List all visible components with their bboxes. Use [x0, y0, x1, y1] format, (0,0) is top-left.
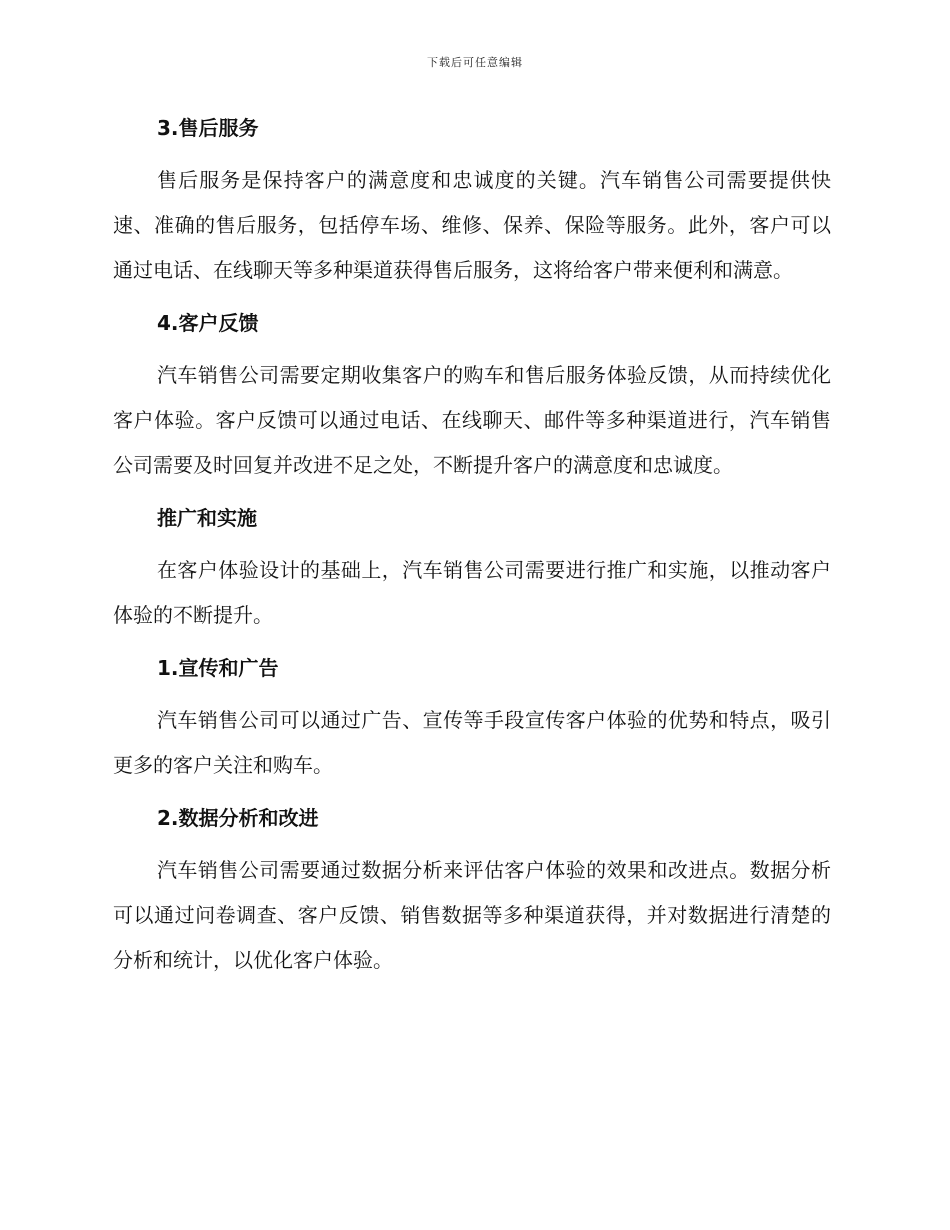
section-paragraph-data-analysis: 汽车销售公司需要通过数据分析来评估客户体验的效果和改进点。数据分析可以通过问卷调查、客户反馈、销售数据等多种渠道获得，并对数据进行清楚的分析和统计，以优化客户体验。 — [113, 858, 831, 972]
page-header: 下载后可任意编辑 — [427, 56, 523, 69]
section-paragraph-customer-feedback: 汽车销售公司需要定期收集客户的购车和售后服务体验反馈，从而持续优化客户体验。客户反馈可以通过电话、在线聊天、邮件等多种渠道进行，汽车销售公司需要及时回复并改进不足之处，不断提升客户的满意度和忠诚度。 — [113, 363, 831, 477]
section-heading-after-sales: 3.售后服务 — [157, 116, 259, 140]
section-heading-advertising: 1.宣传和广告 — [157, 656, 279, 680]
section-paragraph-advertising: 汽车销售公司可以通过广告、宣传等手段宣传客户体验的优势和特点，吸引更多的客户关注和购车。 — [113, 708, 831, 777]
section-heading-promotion: 推广和实施 — [157, 506, 257, 530]
section-paragraph-after-sales: 售后服务是保持客户的满意度和忠诚度的关键。汽车销售公司需要提供快速、准确的售后服务，包括停车场、维修、保养、保险等服务。此外，客户可以通过电话、在线聊天等多种渠道获得售后服务，这将给客户带来便利和满意。 — [113, 168, 831, 282]
section-paragraph-promotion: 在客户体验设计的基础上，汽车销售公司需要进行推广和实施，以推动客户体验的不断提升。 — [113, 558, 831, 627]
section-heading-data-analysis: 2.数据分析和改进 — [157, 806, 319, 830]
section-heading-customer-feedback: 4.客户反馈 — [157, 311, 259, 335]
document-body — [113, 108, 831, 983]
